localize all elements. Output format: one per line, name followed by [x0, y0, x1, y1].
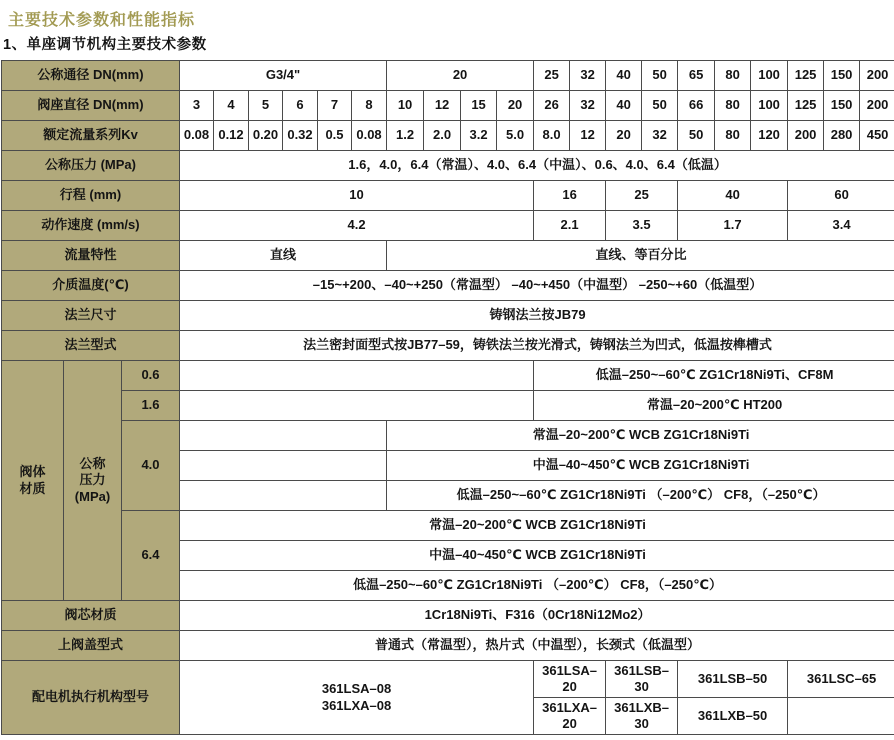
table-cell: 中温–40~450℃ WCB ZG1Cr18Ni9Ti [387, 451, 894, 481]
table-cell: 450 [860, 121, 894, 151]
table-cell: 361LSA–20 [534, 661, 606, 698]
table-cell: 26 [534, 91, 570, 121]
table-row [2, 61, 894, 91]
table-cell: 25 [606, 181, 678, 211]
table-cell: 3.2 [461, 121, 497, 151]
table-row [2, 361, 894, 391]
table-cell: 常温–20~200℃ WCB ZG1Cr18Ni9Ti [387, 421, 894, 451]
table-cell: 25 [534, 61, 570, 91]
table-cell: 铸钢法兰按JB79 [180, 301, 894, 331]
table-cell: –15~+200、–40~+250（常温型） –40~+450（中温型） –250~+60（低温型） [180, 271, 894, 301]
table-cell: 8.0 [534, 121, 570, 151]
table-row [2, 661, 894, 698]
table-cell: 32 [642, 121, 678, 151]
table-cell: 80 [715, 121, 751, 151]
page-subtitle: 1、单座调节机构主要技术参数 [3, 37, 207, 53]
table-cell: 125 [788, 61, 824, 91]
table-cell: 32 [570, 91, 606, 121]
row-label: 阀芯材质 [2, 601, 180, 631]
row-label: 介质温度(℃) [2, 271, 180, 301]
table-cell: 低温–250~–60℃ ZG1Cr18Ni9Ti （–200℃） CF8，（–250℃） [387, 481, 894, 511]
row-label: 阀座直径 DN(mm) [2, 91, 180, 121]
table-cell: 12 [424, 91, 461, 121]
row-label: 上阀盖型式 [2, 631, 180, 661]
table-cell: 200 [860, 91, 894, 121]
table-cell: G3/4" [180, 61, 387, 91]
table-cell [180, 481, 387, 511]
table-cell: 361LSB–50 [678, 661, 788, 698]
table-cell: 20 [497, 91, 534, 121]
table-cell: 0.08 [352, 121, 387, 151]
table-cell: 100 [751, 61, 788, 91]
table-row [2, 391, 894, 421]
table-cell: 65 [678, 61, 715, 91]
table-cell: 普通式（常温型），热片式（中温型），长颈式（低温型） [180, 631, 894, 661]
table-row [2, 181, 894, 211]
table-cell: 280 [824, 121, 860, 151]
row-label: 阀体 材质 [2, 361, 64, 601]
table-cell: 125 [788, 91, 824, 121]
table-cell: 40 [606, 91, 642, 121]
table-cell: 361LSA–08 361LXA–08 [180, 661, 534, 735]
table-cell: 4 [214, 91, 249, 121]
table-cell: 361LXA–20 [534, 698, 606, 735]
table-cell: 361LSB–30 [606, 661, 678, 698]
row-label: 6.4 [122, 511, 180, 601]
spec-table [1, 60, 894, 735]
table-cell [180, 391, 534, 421]
table-cell [788, 698, 894, 735]
table-cell: 1.2 [387, 121, 424, 151]
table-cell: 12 [570, 121, 606, 151]
table-cell: 5.0 [497, 121, 534, 151]
table-row [2, 421, 894, 451]
table-cell: 10 [180, 181, 534, 211]
table-cell: 6 [283, 91, 318, 121]
table-cell: 0.20 [249, 121, 283, 151]
row-label: 额定流量系列Kv [2, 121, 180, 151]
table-cell: 常温–20~200℃ HT200 [534, 391, 894, 421]
table-cell [180, 421, 387, 451]
table-cell: 50 [642, 61, 678, 91]
table-cell: 66 [678, 91, 715, 121]
table-cell: 60 [788, 181, 894, 211]
table-row [2, 241, 894, 271]
table-row [2, 211, 894, 241]
table-cell: 150 [824, 91, 860, 121]
row-label: 4.0 [122, 421, 180, 511]
table-cell: 8 [352, 91, 387, 121]
table-cell: 150 [824, 61, 860, 91]
row-label: 公称压力 (MPa) [2, 151, 180, 181]
table-cell: 5 [249, 91, 283, 121]
table-cell: 200 [860, 61, 894, 91]
row-label: 动作速度 (mm/s) [2, 211, 180, 241]
table-cell: 直线、等百分比 [387, 241, 894, 271]
table-cell [180, 451, 387, 481]
table-cell: 1Cr18Ni9Ti、F316（0Cr18Ni12Mo2） [180, 601, 894, 631]
table-cell: 常温–20~200℃ WCB ZG1Cr18Ni9Ti [180, 511, 894, 541]
table-cell: 0.08 [180, 121, 214, 151]
table-row [2, 91, 894, 121]
row-label: 配电机执行机构型号 [2, 661, 180, 735]
row-label: 行程 (mm) [2, 181, 180, 211]
table-cell: 16 [534, 181, 606, 211]
table-cell: 0.12 [214, 121, 249, 151]
table-cell: 200 [788, 121, 824, 151]
table-cell: 4.2 [180, 211, 534, 241]
table-cell: 80 [715, 61, 751, 91]
table-row [2, 271, 894, 301]
table-cell: 100 [751, 91, 788, 121]
table-cell: 10 [387, 91, 424, 121]
table-cell: 361LXB–50 [678, 698, 788, 735]
row-label: 0.6 [122, 361, 180, 391]
table-cell: 40 [606, 61, 642, 91]
table-cell [180, 361, 534, 391]
table-cell: 40 [678, 181, 788, 211]
row-label: 法兰型式 [2, 331, 180, 361]
table-cell: 3.5 [606, 211, 678, 241]
table-cell: 2.1 [534, 211, 606, 241]
table-cell: 361LSC–65 [788, 661, 894, 698]
table-cell: 80 [715, 91, 751, 121]
row-label: 流量特性 [2, 241, 180, 271]
table-cell: 2.0 [424, 121, 461, 151]
table-cell: 15 [461, 91, 497, 121]
row-label: 法兰尺寸 [2, 301, 180, 331]
table-row [2, 331, 894, 361]
table-row [2, 511, 894, 541]
table-row [2, 151, 894, 181]
page-title: 主要技术参数和性能指标 [8, 12, 196, 29]
row-label: 公称通径 DN(mm) [2, 61, 180, 91]
table-cell: 20 [387, 61, 534, 91]
table-cell: 低温–250~–60℃ ZG1Cr18Ni9Ti （–200℃） CF8，（–250℃） [180, 571, 894, 601]
table-cell: 0.32 [283, 121, 318, 151]
table-cell: 直线 [180, 241, 387, 271]
table-cell: 7 [318, 91, 352, 121]
table-row [2, 121, 894, 151]
table-row [2, 601, 894, 631]
table-cell: 120 [751, 121, 788, 151]
table-row [2, 631, 894, 661]
table-cell: 50 [642, 91, 678, 121]
row-label: 公称 压力 (MPa) [64, 361, 122, 601]
row-label: 1.6 [122, 391, 180, 421]
table-cell: 法兰密封面型式按JB77–59，铸铁法兰按光滑式，铸钢法兰为凹式，低温按榫槽式 [180, 331, 894, 361]
table-cell: 1.7 [678, 211, 788, 241]
table-cell: 361LXB–30 [606, 698, 678, 735]
table-cell: 1.6，4.0，6.4（常温）、4.0、6.4（中温）、0.6、4.0、6.4（低温） [180, 151, 894, 181]
table-cell: 20 [606, 121, 642, 151]
table-row [2, 301, 894, 331]
table-cell: 3 [180, 91, 214, 121]
table-cell: 0.5 [318, 121, 352, 151]
table-cell: 低温–250~–60℃ ZG1Cr18Ni9Ti、CF8M [534, 361, 894, 391]
table-cell: 3.4 [788, 211, 894, 241]
table-cell: 32 [570, 61, 606, 91]
table-cell: 50 [678, 121, 715, 151]
table-cell: 中温–40~450℃ WCB ZG1Cr18Ni9Ti [180, 541, 894, 571]
